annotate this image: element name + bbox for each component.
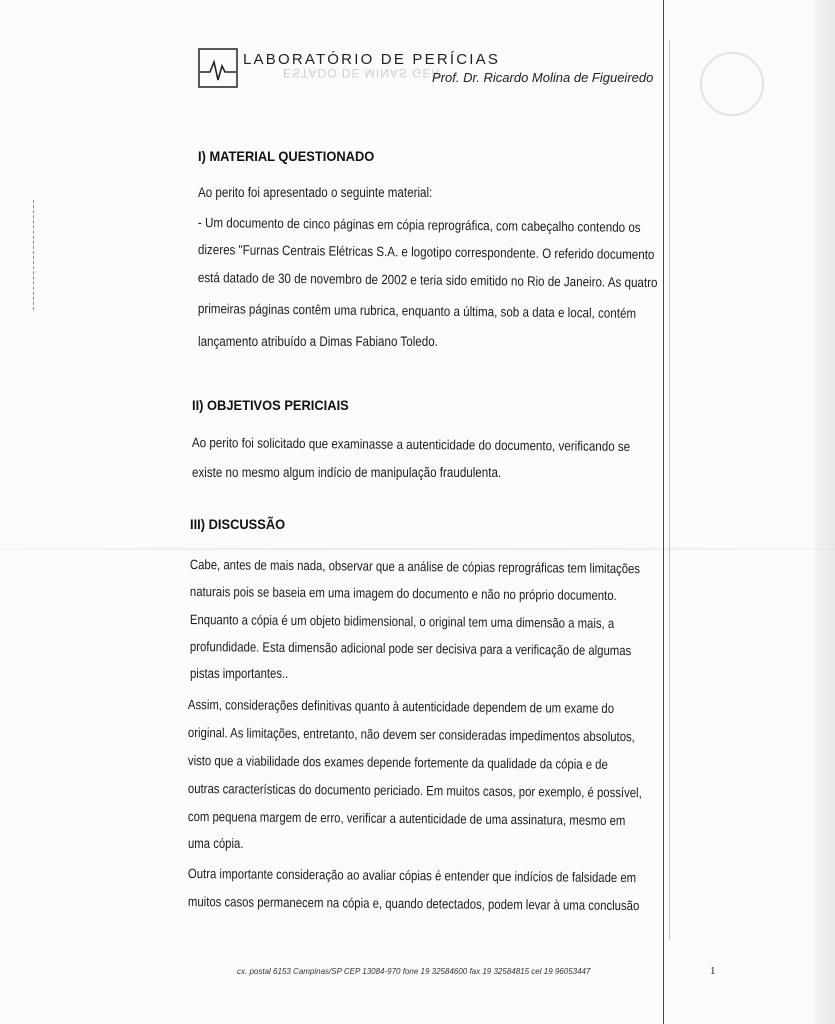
material-line: dizeres "Furnas Centrais Elétricas S.A. e logotipo correspondente. O referido documento [197, 242, 655, 263]
bleed-through-text: ESTADO DE MINAS GER [283, 66, 442, 80]
section-heading-discussao: III) DISCUSSÃO [190, 516, 286, 532]
discussao-line: Enquanto a cópia é um objeto bidimensional, o original tem uma dimensão a mais, a [189, 612, 615, 631]
fold-shadow [0, 548, 835, 550]
discussao-line: Outra importante consideração ao avaliar cópias é entender que indícios de falsidade em [187, 866, 637, 886]
bleed-through-seal [700, 52, 764, 116]
scan-fold-line [663, 0, 664, 1024]
professor-name: Prof. Dr. Ricardo Molina de Figueiredo [432, 70, 654, 85]
section-heading-material: I) MATERIAL QUESTIONADO [198, 148, 375, 164]
material-line: lançamento atribuído a Dimas Fabiano Toledo. [198, 334, 438, 349]
material-line: primeiras páginas contêm uma rubrica, enquanto a última, sob a data e local, contém [197, 301, 637, 321]
discussao-line: naturais pois se baseia em uma imagem do documento e não no próprio documento. [189, 584, 617, 603]
scan-fold-line-faint [669, 40, 670, 940]
discussao-line: outras características do documento periciado. Em muitos casos, por exemplo, é possível, [187, 781, 642, 801]
discussao-line: muitos casos permanecem na cópia e, quando detectados, podem levar à uma conclusão [187, 894, 640, 914]
discussao-line: original. As limitações, entretanto, não devem ser consideradas impedimentos absolutos, [187, 725, 635, 745]
discussao-line: Assim, considerações definitivas quanto à autenticidade dependem de um exame do [187, 697, 615, 716]
discussao-line: profundidade. Esta dimensão adicional pode ser decisiva para a verificação de algumas [189, 639, 632, 659]
discussao-line: visto que a viabilidade dos exames depende fortemente da qualidade da cópia e de [187, 753, 608, 772]
section-heading-objetivos: II) OBJETIVOS PERICIAIS [192, 397, 349, 413]
footer-contact: cx. postal 6153 Campinas/SP CEP 13084-970 fone 19 32584600 fax 19 32584815 cel 19 96053447 [237, 967, 591, 976]
scan-margin-marks [33, 200, 35, 310]
lab-name: LABORATÓRIO DE PERÍCIAS [243, 51, 501, 68]
page-number: 1 [710, 965, 716, 977]
objetivos-line: existe no mesmo algum indício de manipulação fraudulenta. [192, 465, 502, 480]
discussao-line: com pequena margem de erro, verificar a autenticidade de uma assinatura, mesmo em [187, 809, 626, 829]
page-edge [815, 0, 835, 1024]
discussao-line: pistas importantes.. [190, 666, 289, 681]
objetivos-line: Ao perito foi solicitado que examinasse a autenticidade do documento, verificando se [191, 435, 631, 455]
material-line: Ao perito foi apresentado o seguinte material: [198, 185, 433, 200]
lab-logo-icon [198, 48, 238, 88]
discussao-line: uma cópia. [188, 836, 244, 851]
discussao-line: Cabe, antes de mais nada, observar que a análise de cópias reprográficas tem limitações [189, 557, 641, 577]
material-line: está datado de 30 de novembro de 2002 e teria sido emitido no Rio de Janeiro. As quatro [197, 270, 658, 291]
material-line: - Um documento de cinco páginas em cópia reprográfica, com cabeçalho contendo os [197, 215, 641, 235]
